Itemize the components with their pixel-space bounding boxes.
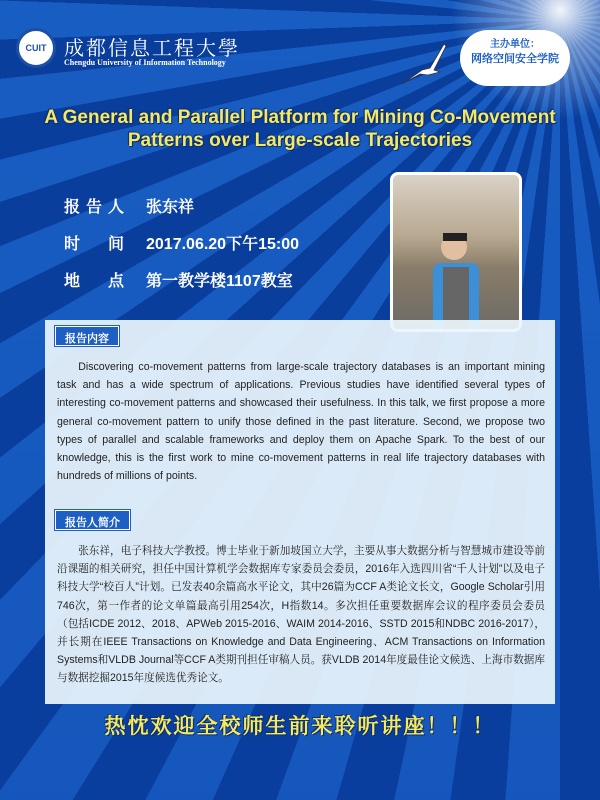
university-name-cn: 成都信息工程大學 [64, 36, 240, 60]
abstract-text: Discovering co-movement patterns from large-scale trajectory databases is an important mining task and has a wide spectrum of applications. Previous studies have identified several types of interesting co-movement patterns and showcased their usefulness. In this talk, we first propose a more general co-movement pattern to unify those defined in the past literature. Second, we propose two types of parallel and scalable frameworks and deploy them on Apache Spark. To the best of our knowledge, this is the first work to mine co-movement patterns in real life trajectory databases with hundreds of millions of points. [57, 361, 545, 483]
content-panel [45, 320, 555, 704]
seagull-icon [400, 40, 450, 85]
university-logo: CUIT [16, 28, 56, 68]
speaker-row: 报告人 张东祥 [64, 199, 195, 216]
bio-text: 张东祥，电子科技大学教授。博士毕业于新加坡国立大学，主要从事大数据分析与智慧城市建设等前沿课题的相关研究，担任中国计算机学会数据库专家委员会委员，2016年入选四川省“千人计划”以及电子科技大学“校百人”计划。已发表40余篇高水平论文，其中26篇为CCF A类论文长文，Google Scholar引用746次，第一作者的论文单篇最高引用254次，H指数14。多次担任重要数据库会议的程序委员会委员（包括ICDE 2012、2018、APWeb 2015-2016、WAIM 2014-2016、SSTD 2015和NDBC 2016-2017），并长期在IEEE Transactions on Knowledge and Data Engineering、ACM Transactions on Information Systems和VLDB Journal等CCF A类期刊担任审稿人员。获VLDB 2014年度最佳论文候选、上海市数据库与数据挖掘2015年度候选优秀论文。 [57, 545, 545, 685]
location-row: 地 点 第一教学楼1107教室 [64, 273, 293, 290]
university-name-en: Chengdu University of Information Technology [64, 58, 226, 67]
abstract-label: 报告内容 [55, 326, 119, 346]
speaker-photo [390, 172, 522, 332]
welcome-slogan: 热忱欢迎全校师生前来聆听讲座！！！ [104, 715, 496, 738]
bio-label: 报告人简介 [55, 510, 130, 530]
time-row: 时 间 2017.06.20下午15:00 [64, 236, 300, 253]
talk-title: A General and Parallel Platform for Mining Co-Movement Patterns over Large-scale Trajectories [44, 107, 556, 151]
organizer-cloud: 主办单位： 网络空间安全学院 [460, 30, 570, 86]
